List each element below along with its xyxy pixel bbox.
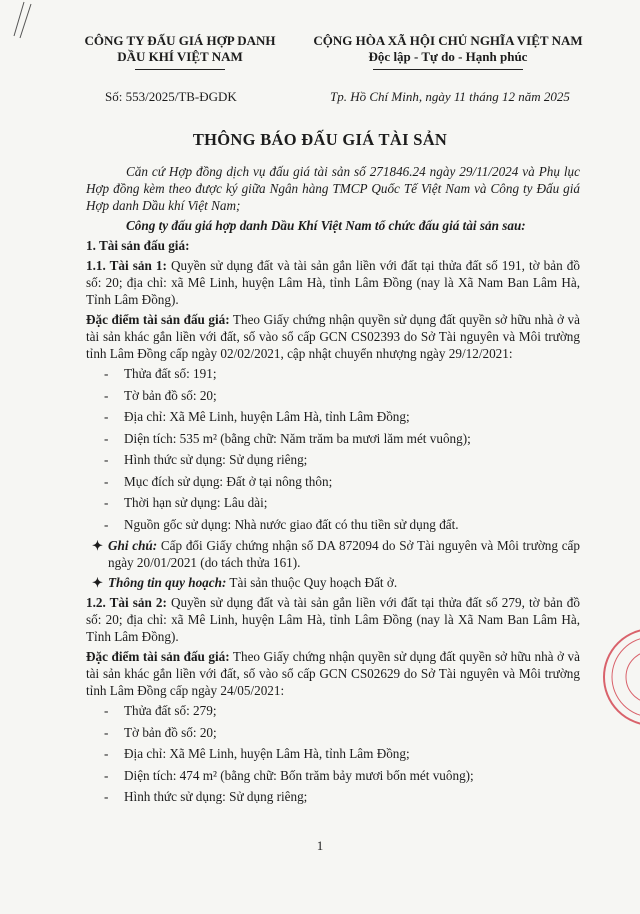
- asset1-plan-label: Thông tin quy hoạch:: [108, 575, 227, 590]
- list-item: - Thửa đất số: 191;: [86, 365, 580, 382]
- list-item: - Diện tích: 474 m² (bằng chữ: Bốn trăm bảy mươi bốn mét vuông);: [86, 767, 580, 784]
- national-motto-block: [298, 33, 598, 70]
- list-item: - Tờ bản đồ số: 20;: [86, 387, 580, 404]
- asset1-paragraph: [86, 257, 580, 308]
- asset1-features: [86, 311, 580, 362]
- nation-motto: Độc lập - Tự do - Hạnh phúc: [368, 49, 528, 64]
- issuer-name-line2: DẦU KHÍ VIỆT NAM: [117, 49, 243, 64]
- document-number: Số: 553/2025/TB-ĐGDK: [105, 89, 237, 104]
- organizer-paragraph: Công ty đấu giá hợp danh Dầu Khí Việt Nam tổ chức đấu giá tài sản sau:: [126, 218, 526, 233]
- red-seal-stamp-icon: [600, 622, 640, 732]
- issuer-block: [70, 33, 290, 70]
- asset1-detail-list: [86, 365, 580, 533]
- bullet-icon: ✦: [92, 538, 104, 553]
- page-number: 1: [316, 838, 324, 853]
- issuer-underline: [135, 69, 225, 70]
- asset1-note: [86, 537, 580, 571]
- asset1-feature-text: Theo Giấy chứng nhận quyền sử dụng đất quyền sở hữu nhà ở và tài sản khác gắn liền với đất, số vào sổ cấp GCN CS02393 do Sở Tài nguyên và Môi trường tỉnh Lâm Đồng cấp ngày 02/02/2021, cập nhật chuyển nhượng ngày 29/12/2021:: [86, 312, 580, 361]
- scan-mark-icon: [6, 0, 36, 40]
- motto-underline: [373, 69, 523, 70]
- list-item: - Địa chỉ: Xã Mê Linh, huyện Lâm Hà, tỉnh Lâm Đồng;: [86, 408, 580, 425]
- list-item: - Thời hạn sử dụng: Lâu dài;: [86, 494, 580, 511]
- list-item: - Địa chỉ: Xã Mê Linh, huyện Lâm Hà, tỉnh Lâm Đồng;: [86, 745, 580, 762]
- asset1-plan: [86, 574, 580, 591]
- list-item: - Mục đích sử dụng: Đất ở tại nông thôn;: [86, 473, 580, 490]
- bullet-icon: ✦: [92, 575, 104, 590]
- basis-paragraph: Căn cứ Hợp đồng dịch vụ đấu giá tài sản số 271846.24 ngày 29/11/2024 và Phụ lục Hợp đồng kèm theo được ký giữa Ngân hàng TMCP Quốc Tế Việt Nam và Công ty Đấu giá Hợp danh Dầu khí Việt Nam;: [86, 164, 580, 213]
- nation-name: CỘNG HÒA XÃ HỘI CHỦ NGHĨA VIỆT NAM: [313, 33, 583, 48]
- asset2-features: [86, 648, 580, 699]
- asset1-label: 1.1. Tài sản 1:: [86, 258, 167, 273]
- issuer-name-line1: CÔNG TY ĐẤU GIÁ HỢP DANH: [84, 33, 276, 48]
- asset1-text: Quyền sử dụng đất và tài sản gắn liền với đất tại thửa đất số 191, tờ bản đồ số: 20; địa chỉ: xã Mê Linh, huyện Lâm Hà, tỉnh Lâm Đồng (nay là Xã Nam Ban Lâm Hà, Tỉnh Lâm Đồng).: [86, 258, 580, 307]
- asset2-detail-list: [86, 702, 580, 805]
- list-item: - Tờ bản đồ số: 20;: [86, 724, 580, 741]
- asset2-paragraph: [86, 594, 580, 645]
- asset1-note-label: Ghi chú:: [108, 538, 158, 553]
- document-body: [86, 163, 580, 810]
- list-item: - Nguồn gốc sử dụng: Nhà nước giao đất có thu tiền sử dụng đất.: [86, 516, 580, 533]
- section1-heading: 1. Tài sản đấu giá:: [86, 238, 190, 253]
- list-item: - Hình thức sử dụng: Sử dụng riêng;: [86, 788, 580, 805]
- list-item: - Thửa đất số: 279;: [86, 702, 580, 719]
- document-title: THÔNG BÁO ĐẤU GIÁ TÀI SẢN: [192, 130, 448, 149]
- asset2-text: Quyền sử dụng đất và tài sản gắn liền với đất tại thửa đất số 279, tờ bản đồ số: 20; địa chỉ: xã Mê Linh, huyện Lâm Hà, tỉnh Lâm Đồng (nay là Xã Nam Ban Lâm Hà, Tỉnh Lâm Đồng).: [86, 595, 580, 644]
- asset2-feature-label: Đặc điểm tài sản đấu giá:: [86, 649, 230, 664]
- asset1-note-text: Cấp đổi Giấy chứng nhận số DA 872094 do Sở Tài nguyên và Môi trường cấp ngày 20/01/2021 (do tách thửa 161).: [108, 538, 581, 570]
- asset2-label: 1.2. Tài sản 2:: [86, 595, 167, 610]
- asset1-feature-label: Đặc điểm tài sản đấu giá:: [86, 312, 230, 327]
- document-date: Tp. Hồ Chí Minh, ngày 11 tháng 12 năm 2025: [330, 89, 570, 104]
- asset1-plan-text: Tài sản thuộc Quy hoạch Đất ở.: [226, 575, 398, 590]
- list-item: - Diện tích: 535 m² (bằng chữ: Năm trăm ba mươi lăm mét vuông);: [86, 430, 580, 447]
- asset2-feature-text: Theo Giấy chứng nhận quyền sử dụng đất quyền sở hữu nhà ở và tài sản khác gắn liền với đất, số vào sổ cấp GCN CS02629 do Sở Tài nguyên và Môi trường tỉnh Lâm Đồng cấp ngày 24/05/2021:: [86, 649, 580, 698]
- list-item: - Hình thức sử dụng: Sử dụng riêng;: [86, 451, 580, 468]
